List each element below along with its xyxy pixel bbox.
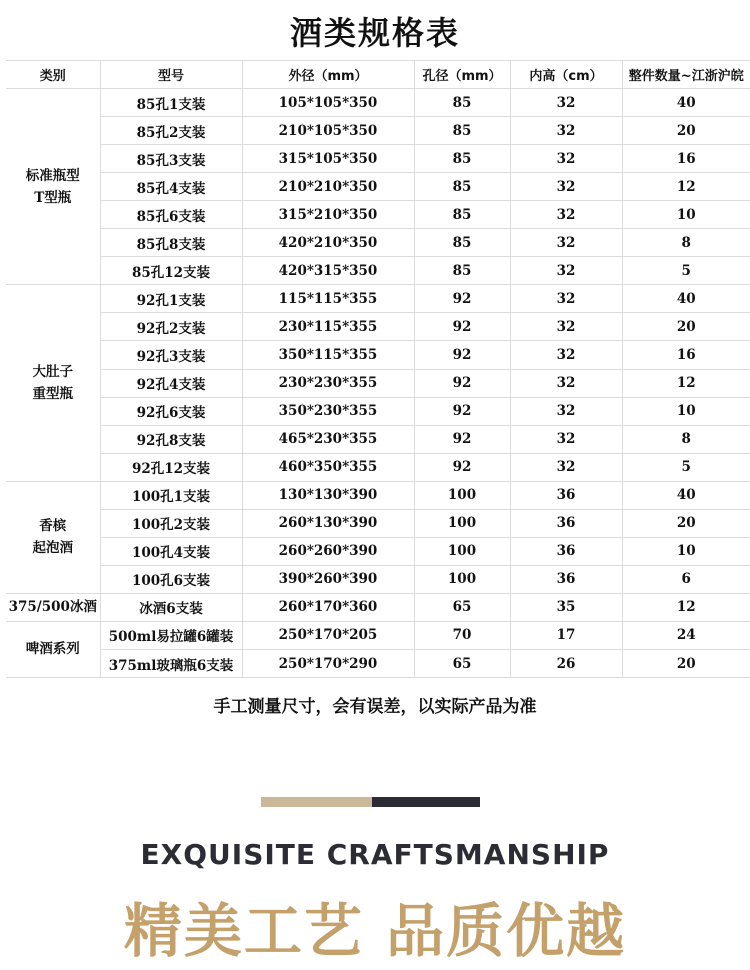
- cell-inner-height: 32: [510, 145, 622, 173]
- cell-model: 92孔12支装: [100, 453, 242, 481]
- cell-inner-height: 36: [510, 509, 622, 537]
- cell-outer-size: 390*260*390: [242, 565, 414, 593]
- cell-hole-size: 92: [414, 453, 510, 481]
- table-row: [6, 257, 750, 285]
- cell-inner-height: 32: [510, 369, 622, 397]
- table-row: [6, 509, 750, 537]
- cell-quantity: 5: [622, 257, 750, 285]
- cell-outer-size: 420*210*350: [242, 229, 414, 257]
- header-inner-height: 内高（cm）: [510, 61, 622, 89]
- spec-table: [6, 60, 750, 678]
- cell-inner-height: 32: [510, 313, 622, 341]
- cell-hole-size: 85: [414, 117, 510, 145]
- cell-hole-size: 85: [414, 173, 510, 201]
- cell-inner-height: 32: [510, 229, 622, 257]
- cell-model: 85孔2支装: [100, 117, 242, 145]
- cell-model: 92孔4支装: [100, 369, 242, 397]
- cell-hole-size: 70: [414, 621, 510, 649]
- table-row: [6, 229, 750, 257]
- cell-hole-size: 85: [414, 201, 510, 229]
- cell-outer-size: 230*115*355: [242, 313, 414, 341]
- cell-quantity: 8: [622, 425, 750, 453]
- table-row: [6, 173, 750, 201]
- table-row: [6, 425, 750, 453]
- cell-hole-size: 65: [414, 593, 510, 621]
- category-cell: [6, 285, 100, 481]
- cell-hole-size: 92: [414, 397, 510, 425]
- cell-hole-size: 100: [414, 565, 510, 593]
- table-row: [6, 201, 750, 229]
- table-row: [6, 481, 750, 509]
- cell-model: 92孔3支装: [100, 341, 242, 369]
- cell-outer-size: 130*130*390: [242, 481, 414, 509]
- header-category: 类别: [6, 61, 100, 89]
- header-outer-size: 外径（mm）: [242, 61, 414, 89]
- category-label-line: 香槟: [39, 518, 67, 535]
- cell-model: 85孔12支装: [100, 257, 242, 285]
- cell-outer-size: 260*260*390: [242, 537, 414, 565]
- cell-model: 500ml易拉罐6罐装: [100, 621, 242, 649]
- category-label-line: 啤酒系列: [25, 641, 80, 658]
- category-label-line: 重型瓶: [32, 386, 73, 403]
- cell-inner-height: 26: [510, 649, 622, 677]
- cell-quantity: 16: [622, 145, 750, 173]
- table-row: [6, 341, 750, 369]
- cell-outer-size: 230*230*355: [242, 369, 414, 397]
- header-hole-size: 孔径（mm）: [414, 61, 510, 89]
- cell-quantity: 10: [622, 201, 750, 229]
- cell-inner-height: 35: [510, 593, 622, 621]
- cell-hole-size: 100: [414, 509, 510, 537]
- cell-inner-height: 32: [510, 201, 622, 229]
- cell-quantity: 16: [622, 341, 750, 369]
- cell-inner-height: 17: [510, 621, 622, 649]
- table-row: [6, 89, 750, 117]
- page-title: 酒类规格表: [289, 14, 460, 52]
- cell-model: 92孔8支装: [100, 425, 242, 453]
- category-label-line: 起泡酒: [32, 540, 73, 557]
- cell-model: 100孔1支装: [100, 481, 242, 509]
- table-row: [6, 313, 750, 341]
- header-model: 型号: [100, 61, 242, 89]
- cell-inner-height: 36: [510, 537, 622, 565]
- cell-outer-size: 460*350*355: [242, 453, 414, 481]
- cell-model: 冰酒6支装: [100, 593, 242, 621]
- cell-outer-size: 250*170*205: [242, 621, 414, 649]
- category-cell: [6, 621, 100, 677]
- cell-outer-size: 350*230*355: [242, 397, 414, 425]
- cell-quantity: 24: [622, 621, 750, 649]
- table-row: [6, 145, 750, 173]
- cell-outer-size: 350*115*355: [242, 341, 414, 369]
- cell-outer-size: 115*115*355: [242, 285, 414, 313]
- cell-model: 85孔1支装: [100, 89, 242, 117]
- cell-inner-height: 32: [510, 397, 622, 425]
- accent-bar-dark: [372, 797, 480, 807]
- category-label-line: 标准瓶型: [25, 167, 80, 184]
- cell-quantity: 12: [622, 593, 750, 621]
- cell-hole-size: 100: [414, 537, 510, 565]
- cell-inner-height: 32: [510, 117, 622, 145]
- cell-quantity: 20: [622, 649, 750, 677]
- cell-quantity: 10: [622, 537, 750, 565]
- cell-inner-height: 32: [510, 257, 622, 285]
- cell-model: 92孔2支装: [100, 313, 242, 341]
- cell-outer-size: 105*105*350: [242, 89, 414, 117]
- cell-outer-size: 210*210*350: [242, 173, 414, 201]
- category-cell: [6, 481, 100, 593]
- table-row: [6, 649, 750, 677]
- tagline-chinese: 精美工艺 品质优越: [123, 897, 627, 965]
- cell-model: 92孔6支装: [100, 397, 242, 425]
- cell-model: 100孔2支装: [100, 509, 242, 537]
- cell-inner-height: 32: [510, 425, 622, 453]
- category-cell: [6, 593, 100, 621]
- category-cell: [6, 89, 100, 285]
- cell-inner-height: 32: [510, 341, 622, 369]
- table-row: [6, 397, 750, 425]
- cell-quantity: 10: [622, 397, 750, 425]
- measurement-note: 手工测量尺寸，会有误差，以实际产品为准: [213, 697, 537, 717]
- cell-quantity: 8: [622, 229, 750, 257]
- cell-quantity: 40: [622, 89, 750, 117]
- cell-hole-size: 92: [414, 425, 510, 453]
- cell-quantity: 40: [622, 285, 750, 313]
- cell-hole-size: 85: [414, 89, 510, 117]
- cell-quantity: 5: [622, 453, 750, 481]
- cell-quantity: 20: [622, 313, 750, 341]
- cell-quantity: 20: [622, 117, 750, 145]
- cell-model: 85孔4支装: [100, 173, 242, 201]
- cell-model: 375ml玻璃瓶6支装: [100, 649, 242, 677]
- cell-outer-size: 315*105*350: [242, 145, 414, 173]
- cell-hole-size: 85: [414, 257, 510, 285]
- cell-inner-height: 32: [510, 453, 622, 481]
- table-row: [6, 285, 750, 313]
- tagline-english: EXQUISITE CRAFTSMANSHIP: [140, 838, 610, 871]
- table-body: [6, 89, 750, 678]
- category-label-line: T型瓶: [34, 189, 72, 206]
- cell-hole-size: 85: [414, 145, 510, 173]
- table-row: [6, 593, 750, 621]
- table-row: [6, 621, 750, 649]
- table-row: [6, 453, 750, 481]
- cell-model: 85孔3支装: [100, 145, 242, 173]
- cell-quantity: 40: [622, 481, 750, 509]
- cell-hole-size: 92: [414, 369, 510, 397]
- cell-outer-size: 250*170*290: [242, 649, 414, 677]
- cell-outer-size: 210*105*350: [242, 117, 414, 145]
- cell-hole-size: 92: [414, 313, 510, 341]
- table-header-row: [6, 61, 750, 89]
- cell-outer-size: 465*230*355: [242, 425, 414, 453]
- header-quantity: 整件数量~江浙沪皖: [622, 61, 750, 89]
- cell-hole-size: 100: [414, 481, 510, 509]
- cell-hole-size: 85: [414, 229, 510, 257]
- cell-quantity: 12: [622, 369, 750, 397]
- cell-inner-height: 32: [510, 285, 622, 313]
- cell-quantity: 20: [622, 509, 750, 537]
- category-label-line: 大肚子: [32, 364, 73, 381]
- accent-bar-beige: [261, 797, 372, 807]
- cell-quantity: 12: [622, 173, 750, 201]
- cell-model: 92孔1支装: [100, 285, 242, 313]
- cell-model: 85孔6支装: [100, 201, 242, 229]
- table-row: [6, 369, 750, 397]
- cell-model: 100孔4支装: [100, 537, 242, 565]
- cell-hole-size: 65: [414, 649, 510, 677]
- cell-model: 85孔8支装: [100, 229, 242, 257]
- cell-outer-size: 260*130*390: [242, 509, 414, 537]
- cell-outer-size: 315*210*350: [242, 201, 414, 229]
- table-row: [6, 565, 750, 593]
- cell-model: 100孔6支装: [100, 565, 242, 593]
- cell-quantity: 6: [622, 565, 750, 593]
- cell-inner-height: 32: [510, 173, 622, 201]
- table-row: [6, 537, 750, 565]
- cell-inner-height: 36: [510, 481, 622, 509]
- table-row: [6, 117, 750, 145]
- cell-outer-size: 260*170*360: [242, 593, 414, 621]
- cell-inner-height: 32: [510, 89, 622, 117]
- cell-inner-height: 36: [510, 565, 622, 593]
- cell-hole-size: 92: [414, 285, 510, 313]
- category-label-line: 375/500冰酒: [8, 599, 97, 616]
- cell-hole-size: 92: [414, 341, 510, 369]
- cell-outer-size: 420*315*350: [242, 257, 414, 285]
